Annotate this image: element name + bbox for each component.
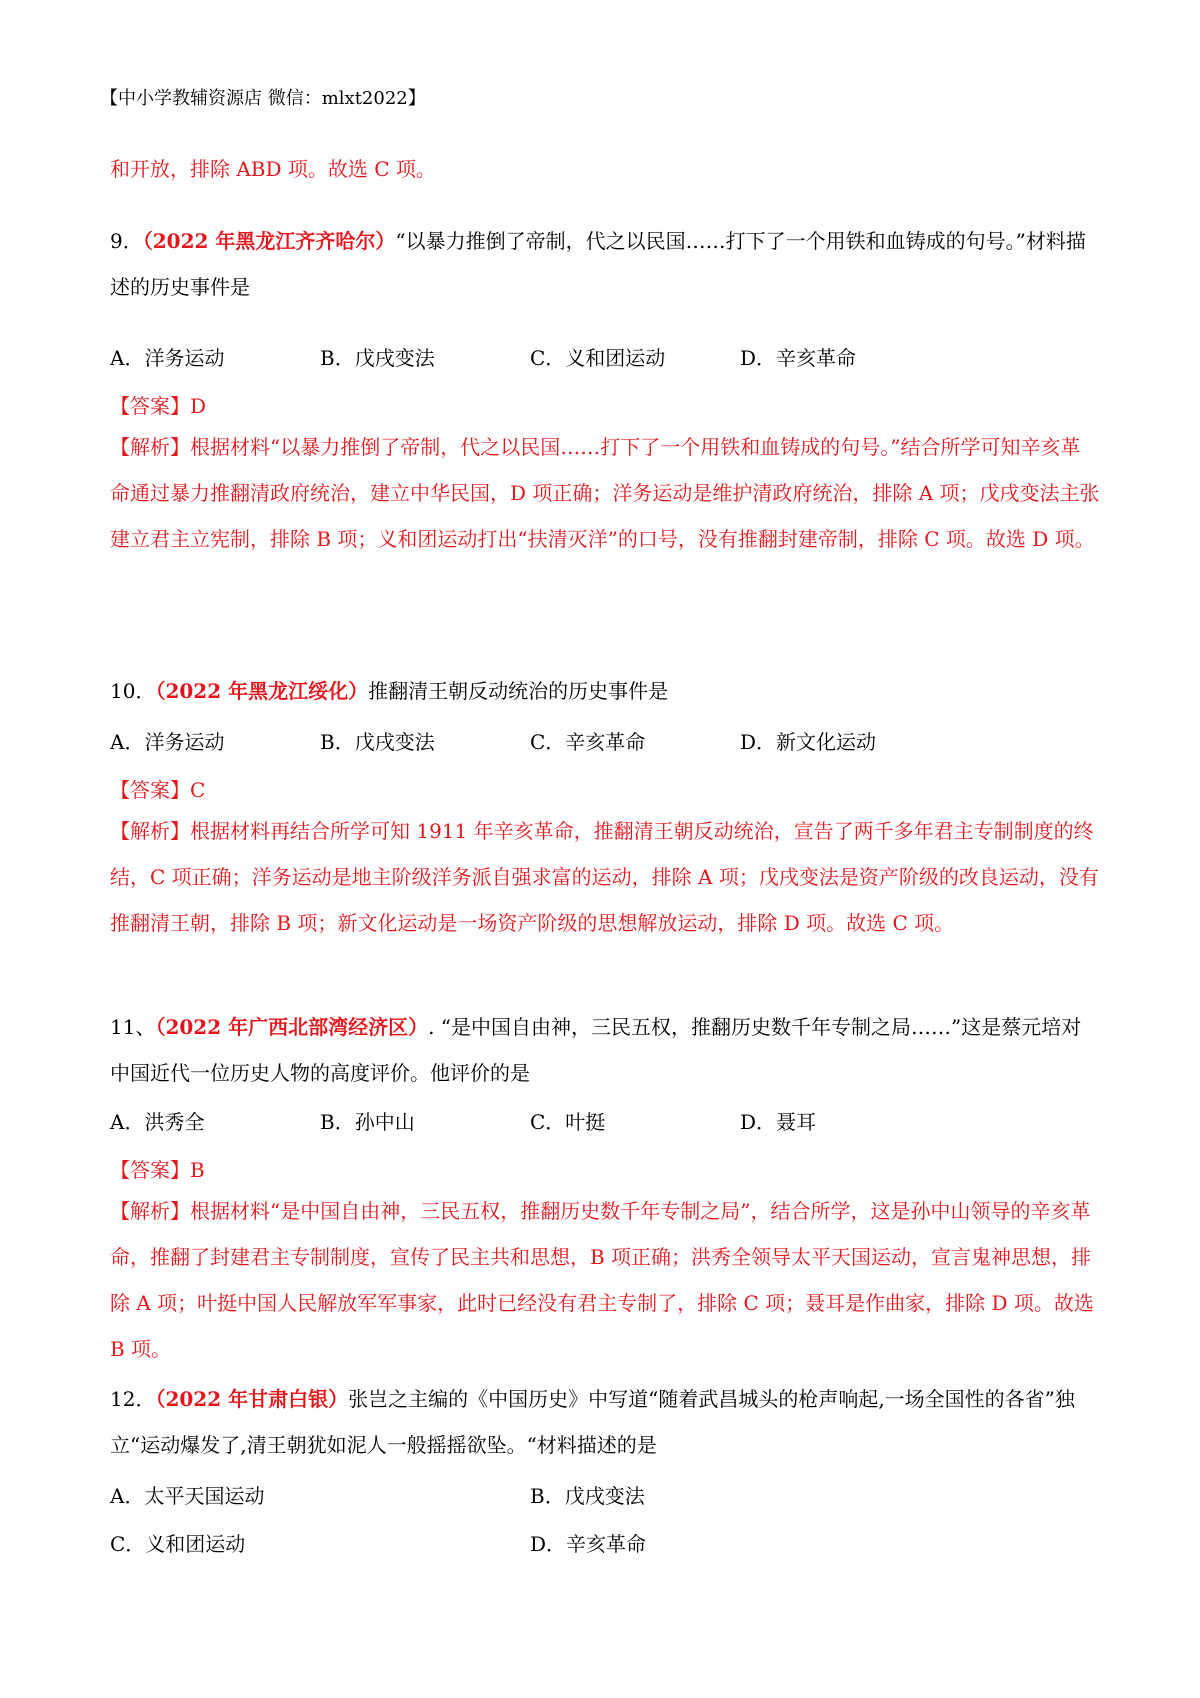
analysis-text: 根据材料“以暴力推倒了帝制，代之以民国……打下了一个用铁和血铸成的句号。”结合所学可知辛亥革命通过暴力推翻清政府统治，建立中华民国，D 项正确；洋务运动是维护清政府统治，排除 A 项；戊戌变法主张建立君主立宪制，排除 B 项；义和团运动打出“扶清灭洋”的口号，没有推翻封建帝制，排除 C 项。故选 D 项。: [110, 435, 1100, 551]
option-a: A．洋务运动: [110, 346, 225, 370]
option-d: D．新文化运动: [740, 730, 877, 754]
answer-value: B: [190, 1158, 205, 1182]
question-text: . “是中国自由神，三民五权，推翻历史数千年专制之局……”这是蔡元培对中国近代一位历史人物的高度评价。他评价的是: [110, 1015, 1082, 1085]
answer-label: 【答案】: [110, 778, 190, 802]
analysis-label: 【解析】: [110, 1199, 190, 1223]
question-source: （2022 年甘肃白银）: [155, 1387, 349, 1411]
option-d: D．辛亥革命: [530, 1532, 647, 1556]
question-11-options: [110, 1106, 1100, 1136]
option-d: D．辛亥革命: [740, 346, 857, 370]
option-a: A．太平天国运动: [110, 1484, 265, 1508]
question-10-answer: [110, 774, 205, 803]
option-a: A．洋务运动: [110, 730, 225, 754]
question-11-stem: [110, 1004, 1100, 1096]
option-d: D．聂耳: [740, 1110, 817, 1134]
question-12-stem: [110, 1376, 1100, 1468]
question-text: 张岂之主编的《中国历史》中写道“随着武昌城头的枪声响起,一场全国性的各省”独立“运动爆发了,清王朝犹如泥人一般摇摇欲坠。“材料描述的是: [110, 1387, 1075, 1457]
option-c: C．辛亥革命: [530, 730, 646, 754]
analysis-label: 【解析】: [110, 435, 190, 459]
question-number: 12．: [110, 1387, 156, 1411]
analysis-label: 【解析】: [110, 819, 190, 843]
question-10-stem: [110, 668, 1100, 714]
page-header: 【中小学教辅资源店 微信：mlxt2022】: [100, 88, 426, 109]
analysis-text: 根据材料再结合所学可知 1911 年辛亥革命，推翻清王朝反动统治，宣告了两千多年君主专制制度的终结，C 项正确；洋务运动是地主阶级洋务派自强求富的运动，排除 A 项；戊戌变法是资产阶级的改良运动，没有推翻清王朝，排除 B 项；新文化运动是一场资产阶级的思想解放运动，排除 D 项。故选 C 项。: [110, 819, 1099, 935]
question-source: （2022 年黑龙江齐齐哈尔）: [142, 229, 396, 253]
option-c: C．义和团运动: [530, 346, 666, 370]
question-number: 9．: [110, 229, 143, 253]
question-number: 11、: [110, 1015, 156, 1039]
option-c: C．义和团运动: [110, 1532, 246, 1556]
question-10-options: [110, 726, 1100, 756]
answer-value: C: [190, 778, 206, 802]
answer-label: 【答案】: [110, 1158, 190, 1182]
question-source: （2022 年黑龙江绥化）: [155, 679, 369, 703]
question-text: “以暴力推倒了帝制，代之以民国……打下了一个用铁和血铸成的句号。”材料描述的历史事件是: [110, 229, 1086, 299]
answer-value: D: [190, 394, 207, 418]
question-9-stem: [110, 218, 1100, 310]
option-a: A．洪秀全: [110, 1110, 205, 1134]
question-source: （2022 年广西北部湾经济区）: [155, 1015, 429, 1039]
question-9-options: [110, 342, 1100, 372]
carryover-analysis: 和开放，排除 ABD 项。故选 C 项。: [110, 157, 436, 181]
question-number: 10．: [110, 679, 156, 703]
question-9-analysis: [110, 424, 1100, 562]
question-9-answer: [110, 390, 206, 419]
question-11-analysis: [110, 1188, 1100, 1372]
option-b: B．戊戌变法: [320, 730, 435, 754]
option-b: B．戊戌变法: [320, 346, 435, 370]
option-b: B．孙中山: [320, 1110, 415, 1134]
option-b: B．戊戌变法: [530, 1484, 645, 1508]
question-12-options-row-2: [110, 1528, 1100, 1558]
answer-label: 【答案】: [110, 394, 190, 418]
question-10-analysis: [110, 808, 1100, 946]
question-12-options-row-1: [110, 1480, 1100, 1510]
question-11-answer: [110, 1154, 205, 1183]
question-text: 推翻清王朝反动统治的历史事件是: [368, 679, 669, 703]
analysis-text: 根据材料“是中国自由神，三民五权，推翻历史数千年专制之局”，结合所学，这是孙中山领导的辛亥革命，推翻了封建君主专制制度，宣传了民主共和思想，B 项正确；洪秀全领导太平天国运动，宣言鬼神思想，排除 A 项；叶挺中国人民解放军军事家，此时已经没有君主专制了，排除 C 项；聂耳是作曲家，排除 D 项。故选 B 项。: [110, 1199, 1094, 1361]
option-c: C．叶挺: [530, 1110, 606, 1134]
